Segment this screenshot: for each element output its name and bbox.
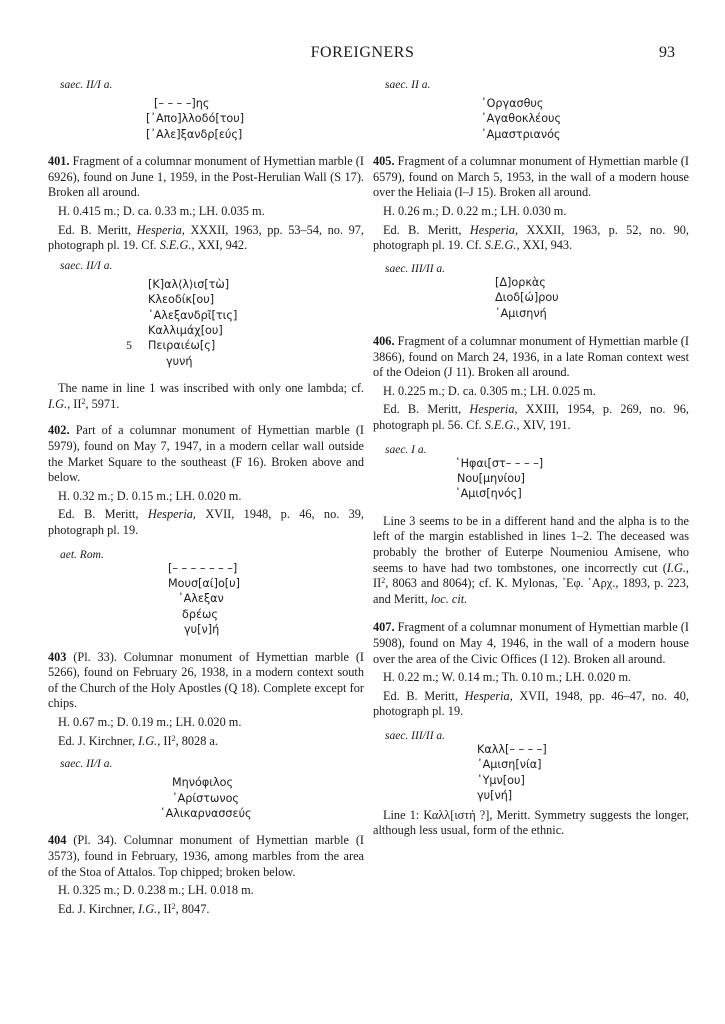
inscription-line: [Δ]ορκὰς	[495, 275, 546, 289]
commentary: The name in line 1 was inscribed with only one lambda; cf. I.G., $II^2$, 5971.	[48, 381, 364, 411]
inscription-text	[481, 96, 689, 142]
date-label: saec. III/II a.	[385, 729, 446, 742]
edition-reference: Ed. B. Meritt, Hesperia, XVII, 1948, p. 46, no. 39, photograph pl. 19.	[48, 507, 365, 537]
line-number: 5	[126, 338, 132, 353]
date-label: saec. III/II a.	[385, 262, 446, 275]
inscription-line: Καλλιμάχ[ου]	[148, 324, 223, 337]
inscription-line: ᾿Αμιση[νία]	[477, 758, 542, 772]
page-number: 93	[659, 44, 675, 61]
inscription-text	[495, 275, 689, 321]
inscription-line: Μουσ[αί]ο[υ]	[168, 576, 240, 590]
inscription-line: [– – – –]ης	[154, 97, 210, 110]
entry-number: 401.	[48, 154, 70, 169]
edition-reference: Ed. B. Meritt, Hesperia, XVII, 1948, pp. 46–47, no. 40, photograph pl. 19.	[373, 688, 689, 719]
entry-405	[373, 154, 689, 201]
date-label: saec. II/I a.	[60, 758, 113, 771]
entry-number: 404	[48, 833, 67, 848]
inscription-line: ᾿Αλεξαν	[178, 592, 224, 606]
measurements: H. 0.225 m.; D. ca. 0.305 m.; LH. 0.025 m.	[383, 383, 596, 398]
entry-description: Fragment of a columnar monument of Hymettian marble (I 3866), found on March 24, 1936, in a late Roman context west of the Odeion (J 11). Broken all around.	[373, 334, 689, 380]
inscription-line: ᾿Αγαθοκλέους	[481, 112, 562, 126]
inscription-line: ᾿Αμισ[ηνός]	[455, 487, 522, 501]
inscription-text	[160, 775, 364, 821]
entry-description: (Pl. 33). Columnar monument of Hymettian marble (I 5266), found on February 26, 1938, in a modern context south of the Church of the Holy Apostles (Q 18). Complete except for chips.	[48, 649, 365, 711]
entry-number: 403	[48, 649, 67, 664]
inscription-line: [Κ]αλ⟨λ⟩ισ[τὼ]	[148, 277, 230, 291]
commentary: Line 3 seems to be in a different hand and the alpha is to the left of the margin established in lines 1–2. The deceased was probably the brother of Euterpe Noumeniou Amisene, who seems to have had two tombstones, one incorrectly cut (I.G., $II^2$, 8063 and 8064); cf. K. Mylonas, ᾿Εφ. ᾿Αρχ., 1893, p. 223, and Meritt, loc. cit.	[373, 513, 689, 606]
entry-description: Fragment of a columnar monument of Hymettian marble (I 5908), found on May 4, 1946, in the wall of a modern house over the area of the Civic Offices (I 12). Broken all around.	[373, 620, 689, 666]
measurements: H. 0.415 m.; D. ca. 0.33 m.; LH. 0.035 m.	[58, 204, 265, 218]
entry-406	[373, 334, 689, 381]
entry-404	[48, 833, 364, 880]
inscription-line: Κλεοδίκ[ου]	[148, 293, 215, 307]
inscription-line: ᾿Αρίστωνος	[172, 791, 239, 805]
edition-reference: Ed. J. Kirchner, I.G., $II^2$, 8047.	[58, 901, 210, 916]
entry-description: (Pl. 34). Columnar monument of Hymettian marble (I 3573), found in February, 1936, among marbles from the area of the Stoa of Attalos. Top chipped; broken below.	[48, 833, 365, 879]
inscription-text	[477, 742, 689, 804]
entry-407	[373, 620, 689, 667]
running-header	[0, 44, 725, 66]
inscription-line: Διοδ[ώ]ρου	[495, 291, 559, 305]
inscription-line: [– – – – – – –]	[168, 561, 238, 575]
edition-reference: Ed. B. Meritt, Hesperia, XXXII, 1963, pp. 53–54, no. 97, photograph pl. 19. Cf. S.E.G., XXI, 942.	[48, 222, 365, 253]
entry-description: Fragment of a columnar monument of Hymettian marble (I 6926), found on June 1, 1959, in the Post-Herulian Wall (S 17). Broken all around.	[48, 154, 364, 200]
measurements: H. 0.67 m.; D. 0.19 m.; LH. 0.020 m.	[58, 714, 242, 729]
commentary: Line 1: Καλλ[ιστή ?], Meritt. Symmetry suggests the longer, although less usual, form of the ethnic.	[373, 807, 689, 838]
inscription-line: γυ[νή]	[477, 789, 513, 803]
entry-403	[48, 650, 364, 712]
measurements: H. 0.22 m.; W. 0.14 m.; Th. 0.10 m.; LH. 0.020 m.	[383, 670, 632, 685]
left-column	[48, 78, 364, 917]
inscription-line: ῾Ηφαι[στ– – – –]	[455, 456, 544, 470]
inscription-text	[146, 96, 364, 142]
inscription-line: Μηνόφιλος	[172, 776, 234, 790]
entry-number: 405.	[373, 154, 395, 169]
measurements: H. 0.26 m.; D. 0.22 m.; LH. 0.030 m.	[383, 204, 567, 218]
inscription-line: ᾿Οργασθυς	[481, 97, 544, 110]
inscription-line: Νου[μηνίου]	[457, 471, 525, 485]
inscription-line: ῾Αλικαρνασσεύς	[160, 806, 252, 820]
date-label: saec. II a.	[385, 79, 431, 91]
date-label: saec. II/I a.	[60, 79, 113, 91]
inscription-line: δρέως	[182, 607, 218, 621]
inscription-line: γυ[ν]ή	[184, 623, 220, 637]
date-label: saec. I a.	[385, 443, 427, 456]
entry-number: 407.	[373, 620, 395, 635]
edition-reference: Ed. B. Meritt, Hesperia, XXIII, 1954, p. 269, no. 96, photograph pl. 56. Cf. S.E.G., XIV, 191.	[373, 402, 689, 432]
inscription-line: γυνή	[166, 354, 193, 368]
entry-402	[48, 423, 364, 485]
edition-reference: Ed. B. Meritt, Hesperia, XXXII, 1963, p. 52, no. 90, photograph pl. 19. Cf. S.E.G., XXI, 943.	[373, 222, 689, 253]
running-title: FOREIGNERS	[310, 44, 415, 61]
inscription-line: ᾿Αλεξανδρῖ[τις]	[148, 308, 238, 322]
inscription-line: ῾Υμν[ου]	[477, 773, 525, 787]
entry-number: 402.	[48, 423, 70, 438]
entry-number: 406.	[373, 334, 395, 348]
inscription-line: [᾿Αλε]ξανδρ[εύς]	[146, 127, 243, 141]
inscription-text	[455, 456, 689, 502]
inscription-text	[126, 277, 364, 369]
measurements: H. 0.325 m.; D. 0.238 m.; LH. 0.018 m.	[58, 883, 254, 898]
date-label: aet. Rom.	[60, 548, 104, 561]
entry-description: Part of a columnar monument of Hymettian marble (I 5979), found on May 7, 1947, in a modern cellar wall outside the Market Square to the southeast (F 16). Broken above and below.	[48, 423, 365, 485]
inscription-line: ᾿Αμισηνή	[495, 306, 547, 320]
date-label: saec. II/I a.	[60, 259, 113, 272]
entry-401	[48, 154, 364, 201]
right-column	[373, 78, 689, 839]
measurements: H. 0.32 m.; D. 0.15 m.; LH. 0.020 m.	[58, 488, 242, 503]
inscription-line: [᾿Απο]λλοδό[του]	[146, 112, 245, 126]
inscription-line: Καλλ[– – – –]	[477, 742, 547, 756]
edition-reference: Ed. J. Kirchner, I.G., $II^2$, 8028 a.	[58, 733, 218, 748]
inscription-line: ᾿Αμαστριανός	[481, 127, 561, 141]
inscription-line: 5 Πειραιέω[ς]	[126, 338, 216, 353]
entry-description: Fragment of a columnar monument of Hymettian marble (I 6579), found on March 5, 1953, in the wall of a modern house over the Heliaia (I–J 15). Broken all around.	[373, 154, 689, 200]
inscription-text	[168, 561, 364, 638]
